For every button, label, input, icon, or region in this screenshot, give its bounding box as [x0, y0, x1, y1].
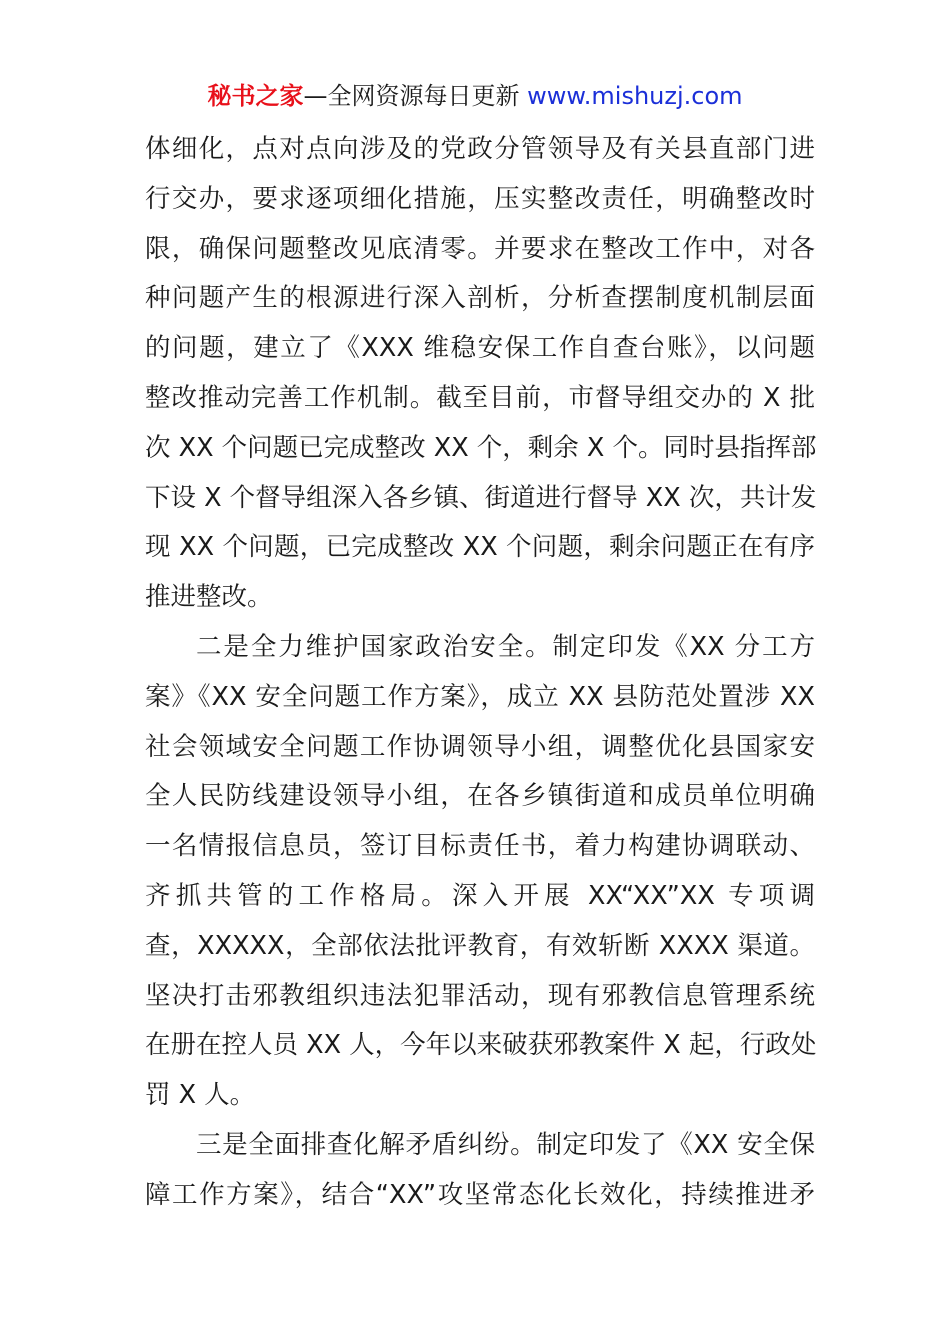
- text-line: 全人民防线建设领导小组，在各乡镇街道和成员单位明确: [145, 781, 815, 812]
- text-line: 的问题，建立了《XXX 维稳安保工作自查台账》，以问题: [145, 333, 815, 364]
- site-watermark-header: [0, 78, 950, 114]
- text-line: 行交办，要求逐项细化措施，压实整改责任，明确整改时: [145, 183, 815, 214]
- brand-tagline: —全网资源每日更新: [303, 82, 520, 110]
- text-line: 社会领域安全问题工作协调领导小组，调整优化县国家安: [145, 731, 815, 762]
- text-line: 下设 X 个督导组深入各乡镇、街道进行督导 XX 次，共计发: [145, 482, 817, 513]
- text-line: 障工作方案》，结合“XX”攻坚常态化长效化，持续推进矛: [145, 1179, 815, 1210]
- text-line: 在册在控人员 XX 人，今年以来破获邪教案件 X 起，行政处: [145, 1030, 817, 1061]
- text-line: 体细化，点对点向涉及的党政分管领导及有关县直部门进: [145, 134, 815, 164]
- text-line: 坚决打击邪教组织违法犯罪活动，现有邪教信息管理系统: [145, 980, 815, 1011]
- text-line: 案》《XX 安全问题工作方案》，成立 XX 县防范处置涉 XX: [145, 681, 815, 712]
- brand-name: 秘书之家: [207, 82, 304, 110]
- text-line: 种问题产生的根源进行深入剖析，分析查摆制度机制层面: [145, 283, 815, 314]
- text-line: 限，确保问题整改见底清零。并要求在整改工作中，对各: [145, 233, 815, 264]
- paragraph-end-line: 罚 X 人。: [145, 1080, 256, 1111]
- text-line: 整改推动完善工作机制。截至目前，市督导组交办的 X 批: [145, 382, 815, 413]
- text-line: 齐抓共管的工作格局。深入开展 XX“XX”XX 专项调: [145, 880, 815, 911]
- text-line: 现 XX 个问题，已完成整改 XX 个问题，剩余问题正在有序: [145, 532, 815, 563]
- paragraph-start-line: 三是全面排查化解矛盾纠纷。制定印发了《XX 安全保: [196, 1129, 815, 1160]
- text-line: 一名情报信息员，签订目标责任书，着力构建协调联动、: [145, 831, 815, 862]
- paragraph-end-line: 推进整改。: [145, 582, 273, 613]
- text-line: 次 XX 个问题已完成整改 XX 个，剩余 X 个。同时县指挥部: [145, 432, 817, 463]
- site-url: www.mishuzj.com: [527, 82, 743, 110]
- document-body: [145, 125, 815, 1221]
- text-line: 查，XXXXX，全部依法批评教育，有效斩断 XXXX 渠道。: [145, 930, 815, 961]
- paragraph-start-line: 二是全力维护国家政治安全。制定印发《XX 分工方: [196, 631, 815, 662]
